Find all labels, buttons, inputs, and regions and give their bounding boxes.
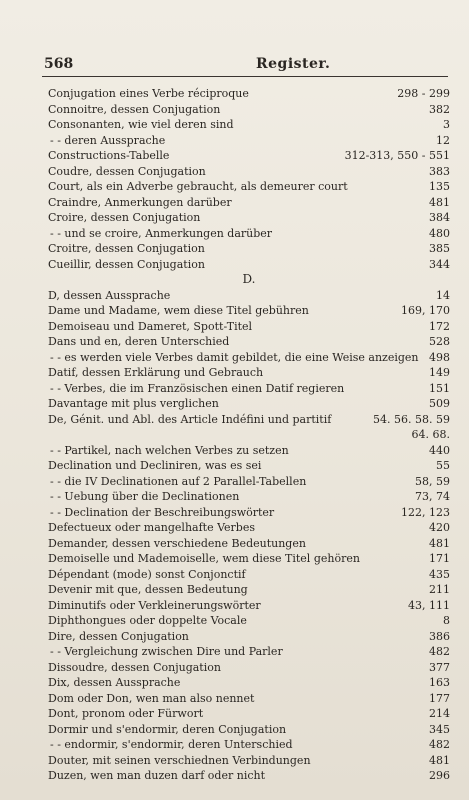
entry-page-reference: 509: [429, 397, 450, 410]
header-rule: [42, 76, 448, 77]
register-entry: [48, 164, 450, 180]
page-header: [40, 56, 448, 76]
entry-text: Dépendant (mode) sonst Conjonctif: [48, 567, 246, 581]
entry-text: - - deren Aussprache: [50, 133, 166, 147]
register-entry: [48, 102, 450, 118]
entry-page-reference: 54. 56. 58. 59: [373, 412, 450, 426]
register-entry-list: [48, 86, 450, 784]
entry-page-reference: 482: [429, 738, 450, 751]
register-entry: [48, 474, 450, 490]
entry-text: Connoitre, dessen Conjugation: [48, 102, 221, 116]
running-title: Register.: [256, 56, 331, 72]
entry-page-reference: 481: [429, 753, 450, 767]
entry-text: - - Partikel, nach welchen Verbes zu setzen: [50, 443, 289, 457]
entry-page-reference: 384: [429, 211, 450, 224]
entry-page-reference: 296: [429, 769, 450, 782]
entry-page-reference: 8: [443, 614, 450, 627]
register-entry: [48, 179, 450, 195]
entry-page-reference: 14: [436, 288, 450, 302]
entry-text: Court, als ein Adverbe gebraucht, als demeurer court: [48, 180, 348, 193]
entry-text: - - und se croire, Anmerkungen darüber: [50, 226, 273, 240]
register-entry: [48, 489, 450, 505]
register-entry: [48, 288, 450, 304]
register-entry: [48, 319, 450, 335]
register-entry: [48, 334, 450, 350]
entry-page-reference: 528: [429, 335, 450, 348]
entry-text: - - Declination der Beschreibungswörter: [50, 505, 275, 519]
register-entry: [48, 629, 450, 645]
entry-page-reference: 377: [429, 660, 450, 674]
register-entry: [48, 722, 450, 738]
entry-page-reference: 151: [429, 381, 450, 395]
entry-page-reference: 481: [429, 195, 450, 209]
register-entry: [48, 660, 450, 676]
entry-page-reference: 345: [429, 722, 450, 736]
entry-page-reference: 43, 111: [408, 598, 450, 612]
entry-text: Consonanten, wie viel deren sind: [48, 118, 234, 131]
register-entry: [48, 350, 450, 366]
entry-text: Cueillir, dessen Conjugation: [48, 257, 205, 271]
entry-page-reference: 172: [429, 319, 450, 333]
entry-page-reference: 481: [429, 536, 450, 550]
entry-page-reference: 169, 170: [401, 304, 450, 317]
register-entry: [48, 412, 450, 428]
entry-page-reference: 12: [436, 133, 450, 147]
entry-text: Declination und Decliniren, was es sei: [48, 459, 262, 472]
register-entry: [48, 582, 450, 598]
register-entry: [48, 536, 450, 552]
entry-text: Defectueux oder mangelhafte Verbes: [48, 521, 255, 534]
register-entry: [48, 675, 450, 691]
entry-page-reference: 383: [429, 164, 450, 178]
entry-text: Demoiseau und Dameret, Spott-Titel: [48, 319, 253, 333]
entry-page-reference: 122, 123: [401, 505, 450, 519]
entry-page-reference: 298 - 299: [397, 87, 450, 100]
entry-page-reference: 344: [429, 257, 450, 271]
entry-page-reference: 498: [429, 350, 450, 364]
entry-page-reference: 420: [429, 521, 450, 534]
register-entry: [48, 613, 450, 629]
entry-text: - - die IV Declinationen auf 2 Parallel-Tabellen: [50, 474, 307, 488]
entry-text: D, dessen Aussprache: [48, 288, 171, 302]
register-entry: [48, 148, 450, 164]
entry-text: Devenir mit que, dessen Bedeutung: [48, 583, 248, 596]
entry-text: Dom oder Don, wen man also nennet: [48, 691, 255, 705]
entry-text: Davantage mit plus verglichen: [48, 397, 219, 410]
entry-page-reference: 435: [429, 567, 450, 581]
entry-page-reference: 214: [429, 707, 450, 720]
entry-text: Craindre, Anmerkungen darüber: [48, 195, 232, 209]
entry-page-reference: 312-313, 550 - 551: [344, 149, 450, 162]
entry-text: Croire, dessen Conjugation: [48, 211, 201, 224]
register-entry: [48, 257, 450, 273]
entry-text: Demoiselle und Mademoiselle, wem diese Titel gehören: [48, 552, 360, 565]
register-entry: [48, 458, 450, 474]
entry-text: Dormir und s'endormir, deren Conjugation: [48, 722, 287, 736]
entry-text: - - Uebung über die Declinationen: [50, 490, 240, 503]
register-entry: [48, 86, 450, 102]
entry-text: Datif, dessen Erklärung und Gebrauch: [48, 366, 264, 379]
register-entry: [48, 443, 450, 459]
register-entry: [48, 691, 450, 707]
entry-page-reference: 73, 74: [415, 490, 450, 503]
register-entry: [48, 768, 450, 784]
entry-page-reference: 211: [429, 583, 450, 596]
register-entry: [48, 226, 450, 242]
page-number: 568: [44, 56, 74, 72]
entry-page-reference: 55: [436, 459, 450, 472]
entry-text: Dix, dessen Aussprache: [48, 676, 181, 689]
register-entry: [48, 241, 450, 257]
entry-page-reference: 480: [429, 226, 450, 240]
register-entry: [48, 210, 450, 226]
entry-page-reference: 3: [443, 118, 450, 131]
entry-text: Dont, pronom oder Fürwort: [48, 707, 204, 720]
entry-page-reference: 385: [429, 242, 450, 255]
entry-text: - - Verbes, die im Französischen einen Datif regieren: [50, 381, 345, 395]
entry-page-reference: 163: [429, 676, 450, 689]
register-entry: [48, 396, 450, 412]
register-entry: [48, 567, 450, 583]
register-entry: [48, 117, 450, 133]
entry-text: Croitre, dessen Conjugation: [48, 242, 205, 255]
entry-text: Dame und Madame, wem diese Titel gebühren: [48, 304, 309, 317]
entry-text: - - endormir, s'endormir, deren Unterschied: [50, 738, 293, 751]
entry-text: Dire, dessen Conjugation: [48, 629, 189, 643]
register-entry: [48, 365, 450, 381]
entry-page-reference: 135: [429, 180, 450, 193]
entry-page-reference: 482: [429, 645, 450, 658]
entry-page-reference: 177: [429, 691, 450, 705]
entry-page-reference: 171: [429, 552, 450, 565]
entry-text: Demander, dessen verschiedene Bedeutungen: [48, 536, 306, 550]
register-entry: [48, 753, 450, 769]
entry-page-reference: 440: [429, 443, 450, 457]
entry-text: Conjugation eines Verbe réciproque: [48, 87, 249, 100]
entry-text: - - es werden viele Verbes damit gebildet, die eine Weise anzeigen: [50, 350, 419, 364]
entry-text: Constructions-Tabelle: [48, 149, 170, 162]
register-entry: [48, 598, 450, 614]
register-entry: [48, 195, 450, 211]
entry-page-reference: 149: [429, 366, 450, 379]
register-entry: [48, 520, 450, 536]
register-entry: [48, 551, 450, 567]
entry-page-reference: 382: [429, 102, 450, 116]
entry-page-reference: 64. 68.: [411, 428, 450, 441]
entry-text: Diphthongues oder doppelte Vocale: [48, 614, 247, 627]
register-entry: [48, 737, 450, 753]
register-entry: [48, 427, 450, 443]
entry-text: Duzen, wen man duzen darf oder nicht: [48, 769, 265, 782]
register-entry: [48, 505, 450, 521]
entry-page-reference: 58, 59: [415, 474, 450, 488]
register-entry: [48, 644, 450, 660]
entry-text: Coudre, dessen Conjugation: [48, 164, 206, 178]
entry-text: Diminutifs oder Verkleinerungswörter: [48, 598, 261, 612]
entry-text: Douter, mit seinen verschiednen Verbindungen: [48, 753, 311, 767]
register-entry: [48, 133, 450, 149]
entry-text: D.: [242, 272, 256, 286]
register-entry: [48, 381, 450, 397]
register-entry: [48, 706, 450, 722]
register-entry: [48, 303, 450, 319]
section-letter-heading: [48, 272, 450, 288]
entry-text: Dissoudre, dessen Conjugation: [48, 660, 221, 674]
entry-text: - - Vergleichung zwischen Dire und Parler: [50, 645, 283, 658]
entry-page-reference: 386: [429, 629, 450, 643]
entry-text: Dans und en, deren Unterschied: [48, 335, 230, 348]
entry-text: De, Génit. und Abl. des Article Indéfini und partitif: [48, 412, 332, 426]
